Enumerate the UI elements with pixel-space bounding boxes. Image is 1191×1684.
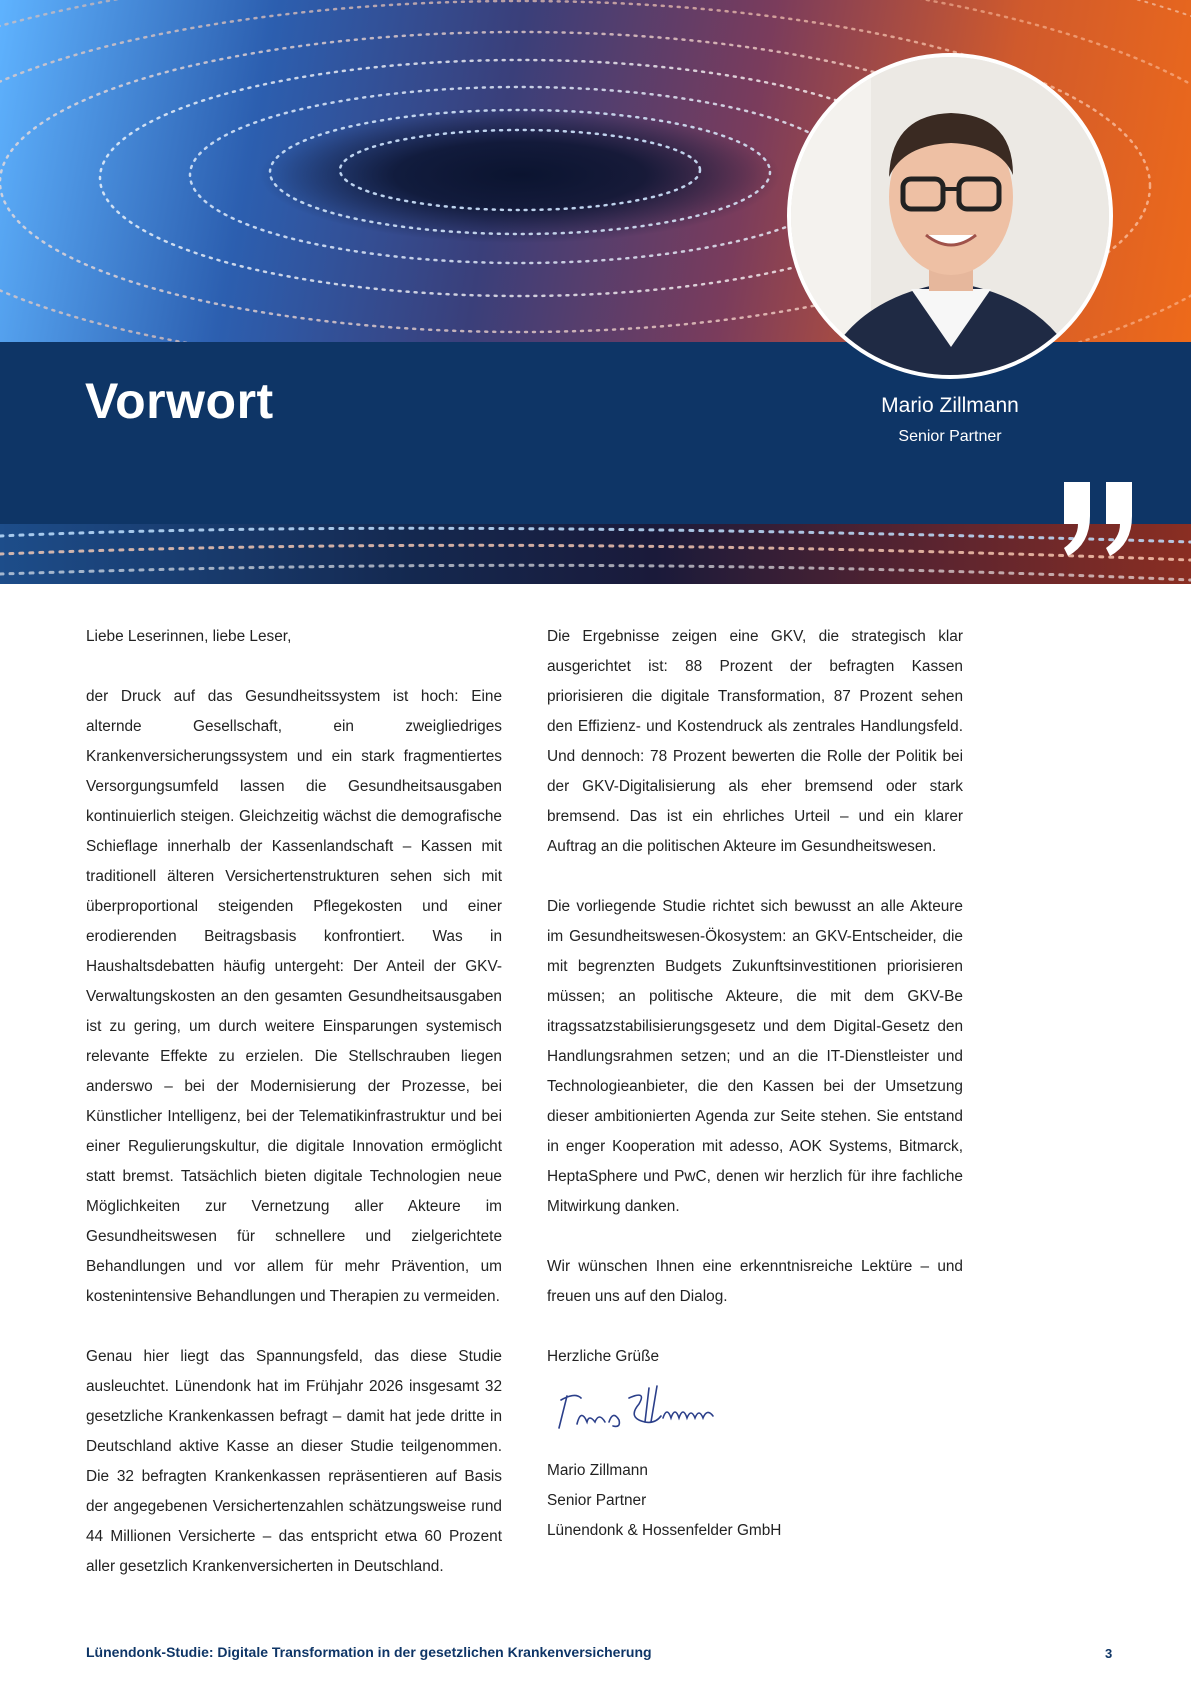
right-column bbox=[547, 622, 963, 1546]
paragraph: Genau hier liegt das Spannungsfeld, das diese Studie ausleuchtet. Lünendonk hat im Frühjahr 2026 insgesamt 32 gesetzliche Krankenkassen befragt – damit hat jede dritte in Deutschland aktive Kasse an dieser Studie teilgenommen. Die 32 befragten Krankenkassen repräsentieren auf Basis der angegebenen Versichertenzahlen schätzungsweise rund 44 Millionen Versicherte – das entspricht etwa 60 Prozent aller gesetzlich Krankenversicherten in Deutschland. bbox=[86, 1348, 502, 1575]
signatory-company: Lünendonk & Hossenfelder GmbH bbox=[547, 1522, 782, 1539]
author-name: Mario Zillmann bbox=[881, 394, 1019, 417]
hero-strip bbox=[0, 524, 1191, 584]
footer-title: Lünendonk-Studie: Digitale Transformation in der gesetzlichen Krankenversicherung bbox=[86, 1644, 652, 1660]
paragraph: Die Ergebnisse zeigen eine GKV, die strategisch klar ausgerichtet ist: 88 Prozent der befragten Kassen priorisieren die digitale Transformation, 87 Prozent sehen den Effizienz- und Kostendruck als zentrales Handlungsfeld. Und dennoch: 78 Prozent bewerten die Rolle der Politik bei der GKV-Digitalisierung als eher bremsend oder stark bremsend. Das ist ein ehrliches Urteil – und ein klarer Auftrag an die politischen Akteure im Gesundheitswesen. bbox=[547, 628, 963, 855]
greeting: Liebe Leserinnen, liebe Leser, bbox=[86, 628, 292, 645]
closing-greeting: Herzliche Grüße bbox=[547, 1348, 660, 1365]
page-title: Vorwort bbox=[85, 373, 274, 429]
page-number: 3 bbox=[1105, 1646, 1113, 1661]
paragraph: Die vorliegende Studie richtet sich bewusst an alle Akteure im Gesundheitswesen-Ökosystem: an GKV-Entscheider, die mit begrenzten Budgets Zukunftsinvestitionen priorisieren müssen; an politische Akteure, die mit dem GKV-Be itragssatzstabilisierungsgesetz und dem Digital-Gesetz den Handlungsrahmen setzen; und an die IT-Dienstleister und Technologieanbieter, die den Kassen bei der Umsetzung dieser ambitionierten Agenda zur Seite stehen. Sie entstand in enger Kooperation mit adesso, AOK Systems, Bitmarck, HeptaSphere und PwC, denen wir herzlich für ihre fachliche Mitwirkung danken. bbox=[547, 898, 963, 1215]
author-portrait bbox=[787, 53, 1113, 379]
signatory-role: Senior Partner bbox=[547, 1492, 647, 1509]
left-column bbox=[86, 622, 502, 1612]
particle-strip-graphic bbox=[0, 524, 1191, 584]
handwritten-signature bbox=[551, 1378, 721, 1448]
paragraph: der Druck auf das Gesundheitssystem ist hoch: Eine alternde Gesellschaft, ein zweigliedriges Krankenversicherungssystem und ein stark fragmentiertes Versorgungsumfeld lassen die Gesundheitsausgaben kontinuierlich steigen. Gleichzeitig wächst die demografische Schieflage innerhalb der Kassenlandschaft – Kassen mit traditionell älteren Versichertenstrukturen sehen sich mit überproportional steigenden Pflegekosten und einer erodierenden Beitragsbasis konfrontiert. Was in Haushaltsdebatten häufig untergeht: Der Anteil der GKV-Verwaltungskosten an den gesamten Gesundheitsausgaben ist zu gering, um durch weitere Einsparungen systemisch relevante Effekte zu erzielen. Die Stellschrauben liegen anderswo – bei der Modernisierung der Prozesse, bei Künstlicher Intelligenz, bei der Telematikinfrastruktur und bei einer Regulierungskultur, die digitale Innovation ermöglicht statt bremst. Tatsächlich bieten digitale Technologien neue Möglichkeiten zur Vernetzung aller Akteure im Gesundheitswesen für schnellere und zielgerichtete Behandlungen und vor allem für mehr Prävention, um kostenintensive Behandlungen und Therapien zu vermeiden. bbox=[86, 688, 502, 1305]
closing-quote-icon bbox=[1060, 478, 1140, 558]
signatory-name: Mario Zillmann bbox=[547, 1462, 648, 1479]
paragraph: Wir wünschen Ihnen eine erkenntnisreiche Lektüre – und freuen uns auf den Dialog. bbox=[547, 1258, 963, 1305]
portrait-photo bbox=[791, 57, 1109, 375]
author-role: Senior Partner bbox=[898, 428, 1002, 445]
